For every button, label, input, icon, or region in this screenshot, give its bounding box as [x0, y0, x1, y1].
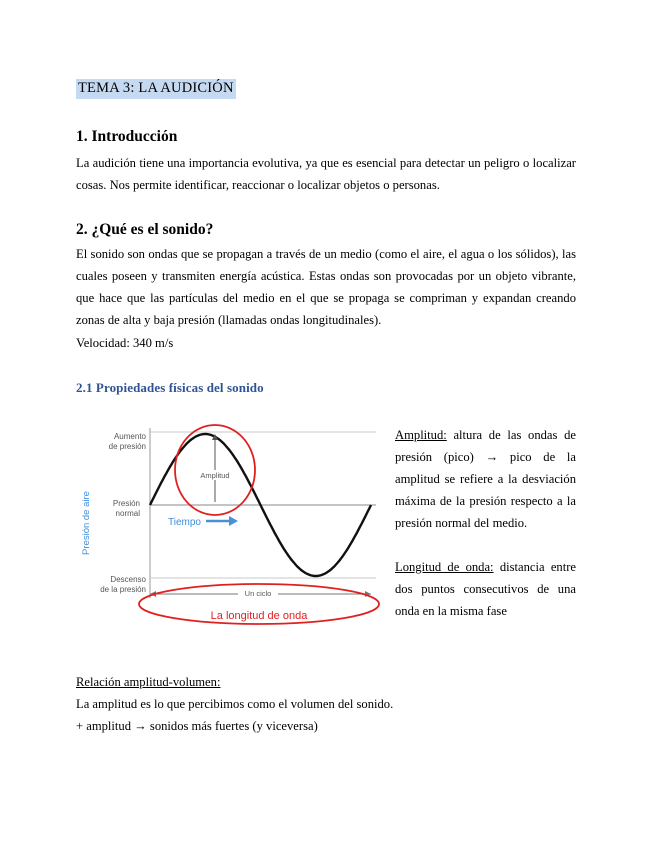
- section-heading-sound: 2. ¿Qué es el sonido?: [76, 221, 214, 238]
- y-axis-label: Presión de aire: [81, 491, 92, 555]
- relation-line-2: + amplitud → sonidos más fuertes (y viceversa): [76, 719, 318, 733]
- cycle-label: Un ciclo: [244, 589, 272, 598]
- high-pressure-label-1: Aumento: [113, 432, 146, 441]
- low-pressure-label-2: de la presión: [100, 585, 146, 594]
- sound-wave-diagram: [76, 418, 388, 630]
- normal-pressure-label-1: Presión: [112, 499, 140, 508]
- page-title: TEMA 3: LA AUDICIÓN: [76, 79, 236, 99]
- subsection-heading-physical: 2.1 Propiedades físicas del sonido: [76, 380, 264, 395]
- amplitude-definition: [395, 424, 576, 534]
- amplitude-description: altura de las ondas de presión (pico) → pico de la amplitud se refiere a la desviación máxima de la presión respecto a la presión normal del medio.: [395, 428, 576, 530]
- wavelength-label: La longitud de onda: [210, 610, 308, 622]
- section-heading-intro: 1. Introducción: [76, 128, 178, 145]
- relation-line-1: La amplitud es lo que percibimos como el volumen del sonido.: [76, 697, 394, 711]
- high-pressure-label-2: de presión: [108, 442, 146, 451]
- wavelength-definition: [395, 556, 576, 622]
- time-label: Tiempo: [168, 517, 201, 528]
- intro-paragraph: La audición tiene una importancia evolutiva, ya que es esencial para detectar un peligro o localizar cosas. Nos permite identificar, reaccionar o localizar objetos o personas.: [76, 156, 576, 192]
- amplitude-label: Amplitud: [200, 471, 230, 480]
- sound-paragraph: El sonido son ondas que se propagan a través de un medio (como el aire, el agua o los sólidos), las cuales poseen y transmiten energía acústica. Estas ondas son provocadas por un objeto vibrante, que hace que las partículas del medio en el que se propaga se compriman y expandan creando zonas de alta y baja presión (llamadas ondas longitudinales).: [76, 247, 576, 327]
- low-pressure-label-1: Descenso: [110, 575, 146, 584]
- wavelength-description: distancia entre dos puntos consecutivos de una onda en la misma fase: [395, 560, 577, 618]
- normal-pressure-label-2: normal: [115, 509, 140, 518]
- wavelength-term: Longitud de onda:: [395, 560, 494, 574]
- relation-heading: Relación amplitud-volumen:: [76, 675, 221, 689]
- velocity-line: Velocidad: 340 m/s: [76, 336, 174, 350]
- amplitude-term: Amplitud:: [395, 428, 447, 442]
